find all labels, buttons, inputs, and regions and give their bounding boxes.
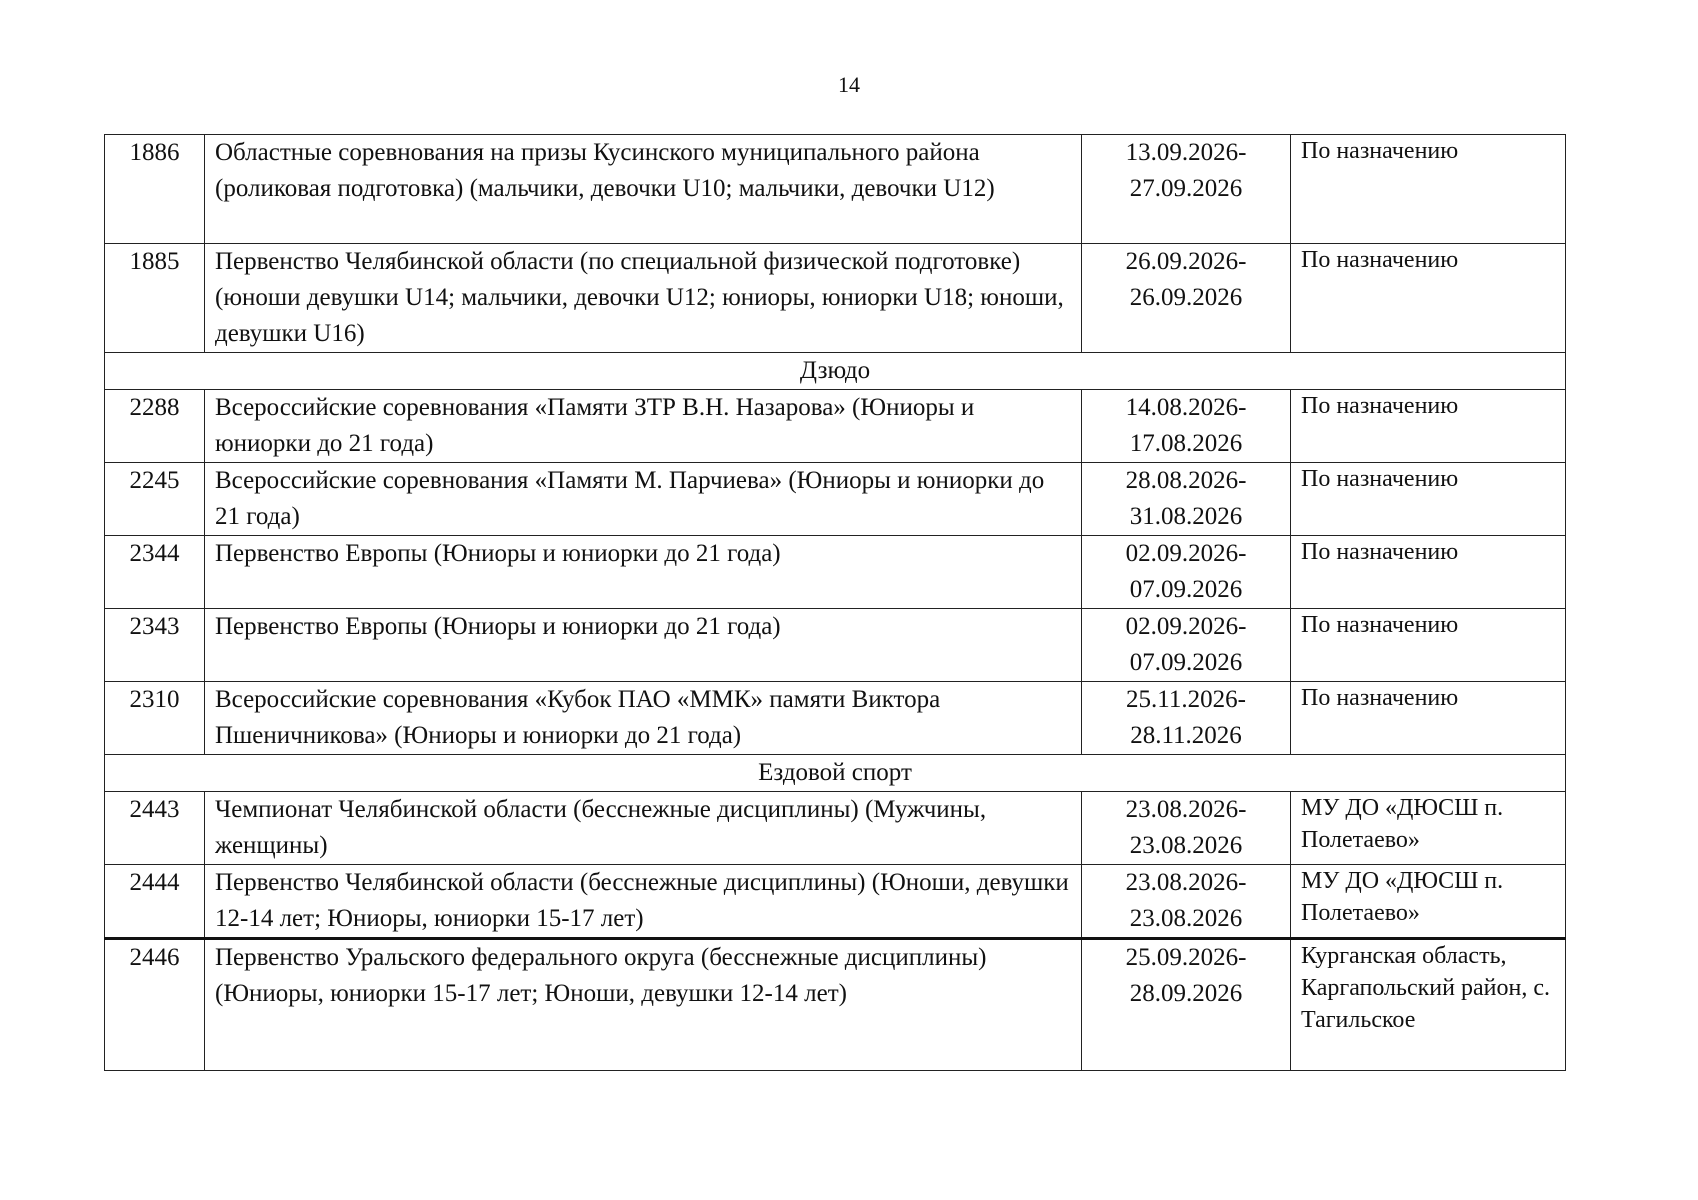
event-dates: 02.09.2026- 07.09.2026 [1082,536,1291,609]
event-dates: 25.09.2026- 28.09.2026 [1082,939,1291,1071]
event-name: Первенство Челябинской области (по специальной физической подготовке) (юноши девушки U14; мальчики, девочки U12; юниоры, юниорки U18; юноши, девушки U16) [205,244,1082,353]
event-dates: 23.08.2026- 23.08.2026 [1082,865,1291,939]
table-row [105,244,1566,353]
event-name: Областные соревнования на призы Кусинского муниципального района (роликовая подготовка) (мальчики, девочки U10; мальчики, девочки U12) [205,135,1082,244]
event-name: Первенство Уральского федерального округа (бесснежные дисциплины) (Юниоры, юниорки 15-17 лет; Юноши, девушки 12-14 лет) [205,939,1082,1071]
table-row [105,792,1566,865]
page-number: 14 [838,72,860,97]
section-row [105,353,1566,390]
event-place: По назначению [1291,135,1566,244]
event-name: Всероссийские соревнования «Кубок ПАО «ММК» памяти Виктора Пшеничникова» (Юниоры и юниорки до 21 года) [205,682,1082,755]
event-number: 2344 [105,536,205,609]
section-title-sled-sport: Ездовой спорт [105,755,1566,792]
table-row [105,390,1566,463]
table-row [105,463,1566,536]
event-number: 2443 [105,792,205,865]
event-number: 2288 [105,390,205,463]
event-dates: 13.09.2026- 27.09.2026 [1082,135,1291,244]
event-name: Первенство Европы (Юниоры и юниорки до 21 года) [205,536,1082,609]
section-title-judo: Дзюдо [105,353,1566,390]
event-place: По назначению [1291,463,1566,536]
table-row [105,865,1566,939]
table-row [105,536,1566,609]
event-name: Всероссийские соревнования «Памяти М. Парчиева» (Юниоры и юниорки до 21 года) [205,463,1082,536]
event-place: МУ ДО «ДЮСШ п. Полетаево» [1291,792,1566,865]
event-number: 2343 [105,609,205,682]
table-row [105,682,1566,755]
event-dates: 23.08.2026- 23.08.2026 [1082,792,1291,865]
section-row [105,755,1566,792]
table-row [105,135,1566,244]
event-number: 2446 [105,939,205,1071]
event-dates: 14.08.2026- 17.08.2026 [1082,390,1291,463]
event-number: 2245 [105,463,205,536]
event-place: МУ ДО «ДЮСШ п. Полетаево» [1291,865,1566,939]
event-dates: 26.09.2026- 26.09.2026 [1082,244,1291,353]
event-place: По назначению [1291,536,1566,609]
event-place: Курганская область, Каргапольский район, с. Тагильское [1291,939,1566,1071]
event-number: 1885 [105,244,205,353]
event-place: По назначению [1291,244,1566,353]
event-dates: 28.08.2026- 31.08.2026 [1082,463,1291,536]
event-name: Первенство Челябинской области (бесснежные дисциплины) (Юноши, девушки 12-14 лет; Юниоры, юниорки 15-17 лет) [205,865,1082,939]
event-number: 2444 [105,865,205,939]
event-name: Первенство Европы (Юниоры и юниорки до 21 года) [205,609,1082,682]
event-place: По назначению [1291,390,1566,463]
event-place: По назначению [1291,682,1566,755]
events-table [104,134,1566,1071]
event-number: 1886 [105,135,205,244]
event-dates: 25.11.2026- 28.11.2026 [1082,682,1291,755]
event-dates: 02.09.2026- 07.09.2026 [1082,609,1291,682]
event-place: По назначению [1291,609,1566,682]
event-number: 2310 [105,682,205,755]
event-name: Всероссийские соревнования «Памяти ЗТР В.Н. Назарова» (Юниоры и юниорки до 21 года) [205,390,1082,463]
table-row [105,609,1566,682]
event-name: Чемпионат Челябинской области (бесснежные дисциплины) (Мужчины, женщины) [205,792,1082,865]
table-row [105,939,1566,1071]
